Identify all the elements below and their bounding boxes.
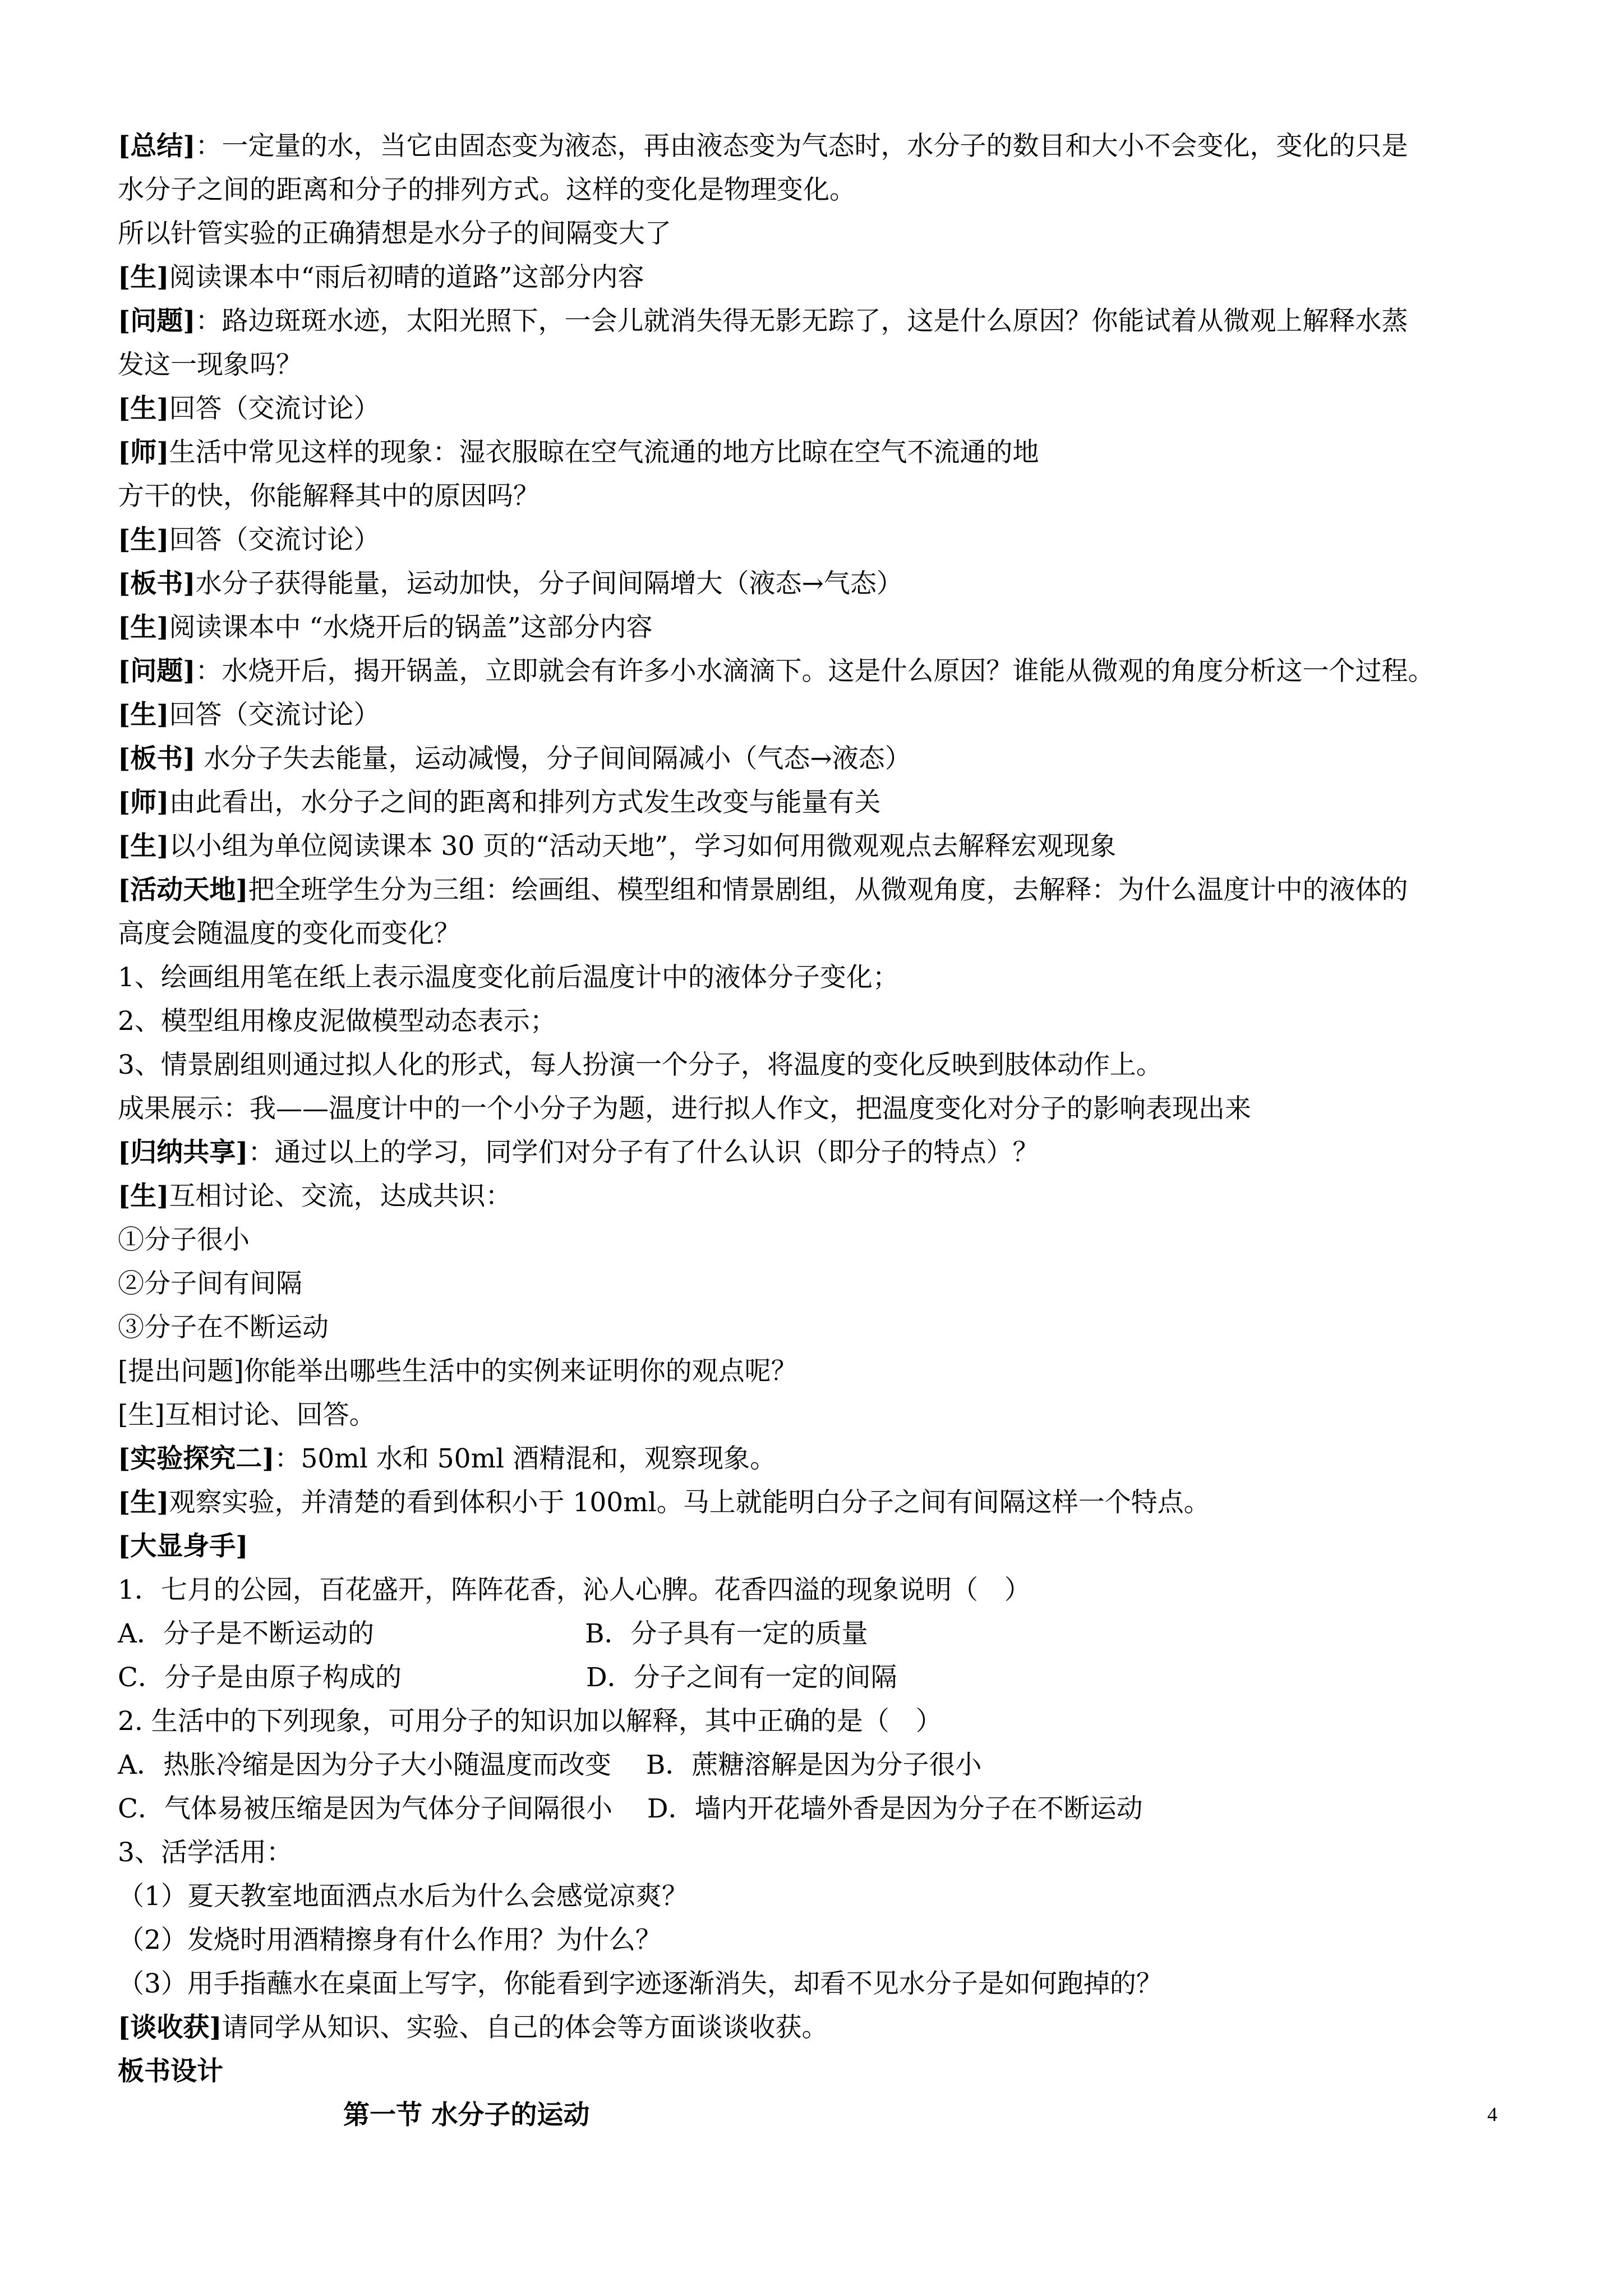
line-text: 把全班学生分为三组：绘画组、模型组和情景剧组，从微观角度，去解释：为什么温度计中的液体的 [248, 875, 1408, 905]
line-text: 请同学从知识、实验、自己的体会等方面谈谈收获。 [222, 2012, 828, 2043]
line-text: 3、情景剧组则通过拟人化的形式，每人扮演一个分子，将温度的变化反映到肢体动作上。 [118, 1050, 1163, 1080]
text-line [118, 1568, 1520, 1612]
text-line [118, 781, 1520, 825]
line-text: 阅读课本中“雨后初晴的道路”这部分内容 [169, 262, 644, 293]
text-line [118, 125, 1520, 168]
section-tag: [板书] [118, 743, 196, 774]
text-line [118, 1481, 1520, 1525]
text-line [118, 1175, 1520, 1218]
lesson-body [118, 125, 1520, 2137]
text-line [118, 1043, 1520, 1087]
line-text: [提出问题]你能举出哪些生活中的实例来证明你的观点呢？ [118, 1356, 797, 1387]
section-tag: [生] [118, 524, 169, 555]
text-line [118, 1612, 1520, 1656]
text-line [118, 2006, 1520, 2050]
line-text: ①分子很小 [118, 1225, 250, 1255]
text-line [118, 912, 1520, 956]
section-tag: [生] [118, 262, 169, 293]
line-text: 1．七月的公园，百花盛开，阵阵花香，沁人心脾。花香四溢的现象说明（ ） [118, 1575, 1031, 1605]
text-line [118, 1918, 1520, 1962]
line-text: 所以针管实验的正确猜想是水分子的间隔变大了 [118, 218, 671, 249]
line-text: 方干的快，你能解释其中的原因吗？ [118, 481, 540, 512]
text-line [118, 475, 1520, 518]
text-line [118, 1437, 1520, 1481]
text-line [118, 1875, 1520, 1918]
line-text: A．分子是不断运动的 B．分子具有一定的质量 [118, 1618, 868, 1649]
text-line [118, 1656, 1520, 1700]
text-line [118, 1962, 1520, 2006]
line-text: 1、绘画组用笔在纸上表示温度变化前后温度计中的液体分子变化； [118, 962, 899, 993]
text-line [118, 825, 1520, 868]
text-line [118, 1393, 1520, 1437]
line-text: （3）用手指蘸水在桌面上写字，你能看到字迹逐渐消失，却看不见水分子是如何跑掉的？ [118, 1968, 1163, 1999]
line-text: 2、模型组用橡皮泥做模型动态表示； [118, 1006, 556, 1037]
text-line [118, 956, 1520, 1000]
line-text: 3、活学活用： [118, 1837, 293, 1868]
line-text: 观察实验，并清楚的看到体积小于 100ml。马上就能明白分子之间有间隔这样一个特点。 [169, 1487, 1210, 1518]
section-tag: [师] [118, 787, 169, 818]
line-text: ：通过以上的学习，同学们对分子有了什么认识（即分子的特点）？ [248, 1137, 1039, 1168]
line-text: 互相讨论、交流，达成共识： [169, 1181, 512, 1212]
section-tag: [生] [118, 831, 169, 862]
text-line [118, 1700, 1520, 1743]
text-line [118, 737, 1520, 781]
page-number: 4 [1487, 2103, 1497, 2125]
text-line [118, 1787, 1520, 1831]
text-line [118, 868, 1520, 912]
line-text: [生]互相讨论、回答。 [118, 1400, 376, 1430]
line-text: ：水烧开后，揭开锅盖，立即就会有许多小水滴滴下。这是什么原因？谁能从微观的角度分析这一个过程。 [195, 656, 1435, 687]
section-tag: [生] [118, 393, 169, 424]
line-text: C．分子是由原子构成的 D．分子之间有一定的间隔 [118, 1662, 897, 1693]
text-line [118, 1000, 1520, 1043]
text-line [118, 1831, 1520, 1875]
line-text: ③分子在不断运动 [118, 1312, 329, 1343]
text-line [118, 1087, 1520, 1131]
text-line [118, 1131, 1520, 1175]
line-text: 由此看出，水分子之间的距离和排列方式发生改变与能量有关 [169, 787, 881, 818]
section-tag: [大显身手] [118, 1531, 248, 1562]
section-tag: [生] [118, 1487, 169, 1518]
section-tag: [问题] [118, 306, 196, 337]
section-tag: [生] [118, 1181, 169, 1212]
line-text: 高度会随温度的变化而变化？ [118, 918, 460, 949]
text-line [118, 431, 1520, 475]
section-tag: [师] [118, 437, 169, 468]
line-text: 回答（交流讨论） [169, 393, 380, 424]
line-text: 2. 生活中的下列现象，可用分子的知识加以解释，其中正确的是（ ） [118, 1706, 942, 1737]
line-text: （1）夏天教室地面洒点水后为什么会感觉凉爽？ [118, 1881, 688, 1912]
section-tag: [实验探究二] [118, 1443, 275, 1474]
section-tag: [总结] [118, 131, 196, 162]
line-text: 以小组为单位阅读课本 30 页的“活动天地”，学习如何用微观观点去解释宏观现象 [169, 831, 1117, 862]
text-line [118, 168, 1520, 212]
text-line [118, 212, 1520, 256]
section-tag: [生] [118, 700, 169, 730]
text-line [118, 1218, 1520, 1262]
text-line [118, 693, 1520, 737]
text-line [118, 1306, 1520, 1350]
line-text: 回答（交流讨论） [169, 524, 380, 555]
text-line [118, 1350, 1520, 1393]
line-text: 水分子失去能量，运动减慢，分子间间隔减小（气态→液态） [195, 743, 911, 774]
line-text: 阅读课本中 “水烧开后的锅盖”这部分内容 [169, 612, 653, 643]
text-line [118, 2050, 1520, 2093]
line-text: 成果展示：我——温度计中的一个小分子为题，进行拟人作文，把温度变化对分子的影响表现出来 [118, 1093, 1251, 1124]
line-text: ：50ml 水和 50ml 酒精混和，观察现象。 [274, 1443, 777, 1474]
section-tag: [归纳共享] [118, 1137, 248, 1168]
line-text: C．气体易被压缩是因为气体分子间隔很小 D．墙内开花墙外香是因为分子在不断运动 [118, 1793, 1143, 1824]
line-text: 回答（交流讨论） [169, 700, 380, 730]
text-line [118, 606, 1520, 650]
text-line [118, 387, 1520, 431]
text-line [118, 650, 1520, 693]
line-text: 水分子获得能量，运动加快，分子间间隔增大（液态→气态） [195, 568, 903, 599]
text-line [118, 518, 1520, 562]
line-text: ：路边斑斑水迹，太阳光照下，一会儿就消失得无影无踪了，这是什么原因？你能试着从微观上解释水蒸 [195, 306, 1408, 337]
line-text: 水分子之间的距离和分子的排列方式。这样的变化是物理变化。 [118, 174, 856, 205]
text-line [118, 1525, 1520, 1568]
section-tag: 板书设计 [118, 2056, 223, 2087]
section-tag: [生] [118, 612, 169, 643]
text-line [118, 1262, 1520, 1306]
section-tag: [板书] [118, 568, 196, 599]
section-tag: [谈收获] [118, 2012, 222, 2043]
board-title: 第一节 水分子的运动 [343, 2100, 590, 2131]
section-tag: [活动天地] [118, 875, 248, 905]
line-text: （2）发烧时用酒精擦身有什么作用？为什么？ [118, 1925, 662, 1955]
line-text: 发这一现象吗？ [118, 349, 302, 380]
text-line [118, 1743, 1520, 1787]
line-text: 生活中常见这样的现象：湿衣服晾在空气流通的地方比晾在空气不流通的地 [169, 437, 1039, 468]
text-line [118, 562, 1520, 606]
text-line [118, 300, 1520, 343]
line-text: A．热胀冷缩是因为分子大小随温度而改变 B．蔗糖溶解是因为分子很小 [118, 1750, 982, 1780]
line-text: ：一定量的水，当它由固态变为液态，再由液态变为气态时，水分子的数目和大小不会变化，变化的只是 [195, 131, 1408, 162]
line-text: ②分子间有间隔 [118, 1268, 302, 1299]
text-line [118, 256, 1520, 300]
section-tag: [问题] [118, 656, 196, 687]
text-line [118, 343, 1520, 387]
